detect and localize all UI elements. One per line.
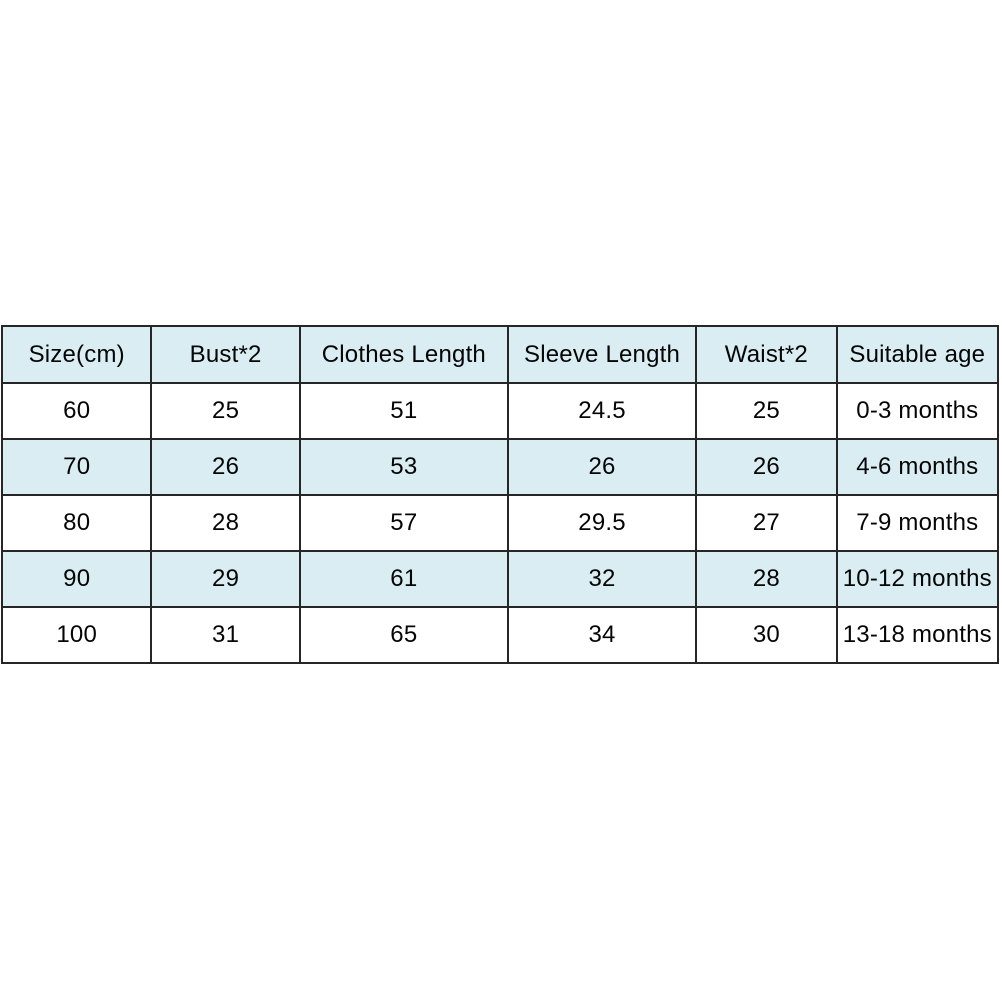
cell-waist: 25 xyxy=(696,383,836,439)
cell-waist: 26 xyxy=(696,439,836,495)
cell-clothes-length: 57 xyxy=(300,495,508,551)
cell-sleeve-length: 29.5 xyxy=(508,495,696,551)
cell-bust: 31 xyxy=(151,607,299,663)
cell-clothes-length: 61 xyxy=(300,551,508,607)
column-header-waist: Waist*2 xyxy=(696,326,836,383)
cell-suitable-age: 7-9 months xyxy=(837,495,998,551)
cell-clothes-length: 53 xyxy=(300,439,508,495)
cell-bust: 25 xyxy=(151,383,299,439)
column-header-suitable-age: Suitable age xyxy=(837,326,998,383)
cell-suitable-age: 4-6 months xyxy=(837,439,998,495)
cell-clothes-length: 65 xyxy=(300,607,508,663)
size-chart-header xyxy=(2,326,998,383)
cell-sleeve-length: 26 xyxy=(508,439,696,495)
cell-size: 80 xyxy=(2,495,151,551)
cell-bust: 28 xyxy=(151,495,299,551)
cell-suitable-age: 10-12 months xyxy=(837,551,998,607)
column-header-sleeve-length: Sleeve Length xyxy=(508,326,696,383)
cell-waist: 28 xyxy=(696,551,836,607)
cell-sleeve-length: 24.5 xyxy=(508,383,696,439)
size-chart-body xyxy=(2,383,998,663)
table-row xyxy=(2,383,998,439)
cell-size: 90 xyxy=(2,551,151,607)
cell-size: 100 xyxy=(2,607,151,663)
table-row xyxy=(2,607,998,663)
cell-size: 60 xyxy=(2,383,151,439)
column-header-bust: Bust*2 xyxy=(151,326,299,383)
cell-size: 70 xyxy=(2,439,151,495)
table-row xyxy=(2,439,998,495)
cell-waist: 27 xyxy=(696,495,836,551)
table-row xyxy=(2,551,998,607)
cell-sleeve-length: 32 xyxy=(508,551,696,607)
cell-suitable-age: 13-18 months xyxy=(837,607,998,663)
cell-bust: 29 xyxy=(151,551,299,607)
table-row xyxy=(2,495,998,551)
column-header-size: Size(cm) xyxy=(2,326,151,383)
cell-waist: 30 xyxy=(696,607,836,663)
cell-suitable-age: 0-3 months xyxy=(837,383,998,439)
column-header-clothes-length: Clothes Length xyxy=(300,326,508,383)
cell-sleeve-length: 34 xyxy=(508,607,696,663)
cell-clothes-length: 51 xyxy=(300,383,508,439)
cell-bust: 26 xyxy=(151,439,299,495)
header-row xyxy=(2,326,998,383)
size-chart-table xyxy=(1,325,999,664)
